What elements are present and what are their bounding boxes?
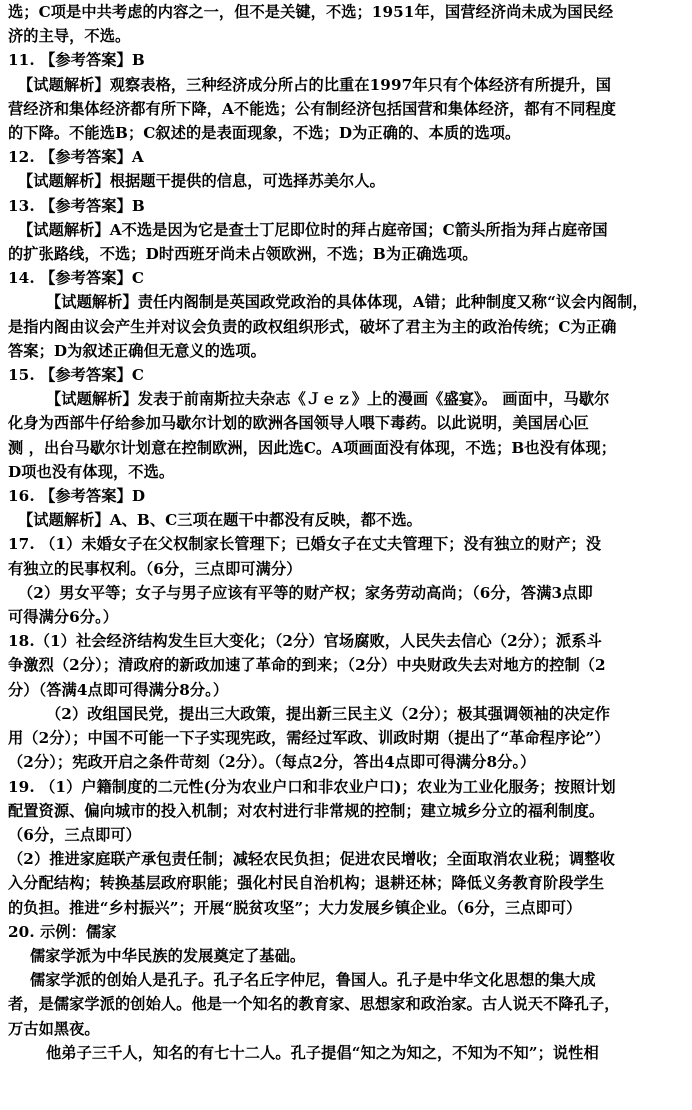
- text-line: 的下降。不能选B；C叙述的是表面现象，不选；D为正确的、本质的选项。: [8, 124, 521, 143]
- text-line: 20. 示例：儒家: [8, 922, 117, 941]
- text-line: 儒家学派为中华民族的发展奠定了基础。: [30, 946, 306, 965]
- text-line: 【试题解析】A、B、C三项在题干中都没有反映，都不选。: [18, 511, 422, 530]
- text-line: （2）改组国民党，提出三大政策，提出新三民主义（2分）；极其强调领袖的决定作: [46, 704, 611, 723]
- text-line: （2分）；宪政开启之条件苛刻（2分）。（每点2分，答出4点即可得满分8分。）: [8, 753, 536, 772]
- text-line: 12. 【参考答案】A: [8, 148, 144, 167]
- text-line: 19. （1）户籍制度的二元性(分为农业户口和非农业户口)；农业为工业化服务；按照计划: [8, 777, 616, 796]
- text-line: 化身为西部牛仔给参加马歇尔计划的欧洲各国领导人喂下毒药。以此说明，美国居心叵: [8, 414, 589, 433]
- text-line: 14. 【参考答案】C: [8, 269, 145, 288]
- text-line: 用（2分）；中国不可能一下子实现宪政，需经过军政、训政时期（提出了“革命程序论”）: [8, 729, 610, 748]
- text-line: 的负担。推进“乡村振兴”；开展“脱贫攻坚”；大力发展乡镇企业。（6分，三点即可）: [8, 898, 582, 917]
- text-line: 入分配结构；转换基层政府职能；强化村民自治机构；退耕还林；降低义务教育阶段学生: [8, 874, 605, 893]
- text-line: （2）男女平等；女子与男子应该有平等的财产权；家务劳动高尚；（6分，答满3点即: [18, 583, 593, 602]
- text-line: （6分，三点即可）: [8, 825, 141, 844]
- text-line: 11. 【参考答案】B: [8, 51, 145, 70]
- text-line: 测 ，出台马歇尔计划意在控制欧洲，因此选C。A项画面没有体现，不选；B也没有体现；: [8, 438, 617, 457]
- text-line: 选；C项是中共考虑的内容之一，但不是关键，不选；1951年，国营经济尚未成为国民经: [8, 3, 614, 21]
- text-line: 济的主导，不选。: [8, 27, 131, 46]
- text-line: 争激烈（2分）；清政府的新政加速了革命的到来；（2分）中央财政失去对地方的控制（2: [8, 656, 606, 675]
- text-line: 有独立的民事权利。（6分，三点即可满分）: [8, 559, 302, 578]
- text-line: 【试题解析】责任内阁制是英国政党政治的具体体现，A错；此种制度又称“议会内阁制，: [46, 293, 648, 312]
- text-line: 是指内阁由议会产生并对议会负责的政权组织形式，破坏了君主为主的政治传统；C为正确: [8, 317, 617, 336]
- text-line: 【试题解析】根据题干提供的信息，可选择苏美尔人。: [18, 172, 385, 191]
- text-line: 18.（1）社会经济结构发生巨大变化；（2分）官场腐败，人民失去信心（2分）；派系斗: [8, 632, 602, 651]
- text-line: 【试题解析】观察表格，三种经济成分所占的比重在1997年只有个体经济有所提升，国: [18, 75, 612, 94]
- text-line: D项也没有体现，不选。: [8, 462, 175, 481]
- text-line: 万古如黑夜。: [8, 1019, 100, 1038]
- text-line: 者，是儒家学派的创始人。他是一个知名的教育家、思想家和政治家。古人说天不降孔子，: [8, 995, 620, 1014]
- text-line: 儒家学派的创始人是孔子。孔子名丘字仲尼，鲁国人。孔子是中华文化思想的集大成: [30, 971, 596, 990]
- text-line: 答案；D为叙述正确但无意义的选项。: [8, 341, 266, 360]
- text-line: 【试题解析】A不选是因为它是查士丁尼即位时的拜占庭帝国；C箭头所指为拜占庭帝国: [18, 220, 608, 239]
- text-line: 的扩张路线，不选；D时西班牙尚未占领欧洲，不选；B为正确选项。: [8, 245, 478, 264]
- text-line: 可得满分6分。）: [8, 608, 119, 627]
- text-line: 16. 【参考答案】D: [8, 487, 146, 506]
- text-line: 他弟子三千人，知名的有七十二人。孔子提倡“知之为知之，不知为不知”；说性相: [46, 1043, 599, 1062]
- text-line: 15. 【参考答案】C: [8, 366, 145, 385]
- text-line: 营经济和集体经济都有所下降，A不能选；公有制经济包括国营和集体经济，都有不同程度: [8, 99, 617, 118]
- text-line: （2）推进家庭联产承包责任制；减轻农民负担；促进农民增收；全面取消农业税；调整收: [8, 850, 615, 869]
- text-line: 【试题解析】发表于前南斯拉夫杂志《Ｊｅｚ》上的漫画《盛宴》。 画面中，马歇尔: [46, 390, 610, 409]
- text-line: 17. （1）未婚女子在父权制家长管理下；已婚女子在丈夫管理下；没有独立的财产；没: [8, 535, 602, 554]
- text-line: 13. 【参考答案】B: [8, 196, 145, 215]
- text-line: 分）（答满4点即可得满分8分。）: [8, 680, 229, 699]
- text-line: 配置资源、偏向城市的投入机制；对农村进行非常规的控制；建立城乡分立的福利制度。: [8, 801, 605, 820]
